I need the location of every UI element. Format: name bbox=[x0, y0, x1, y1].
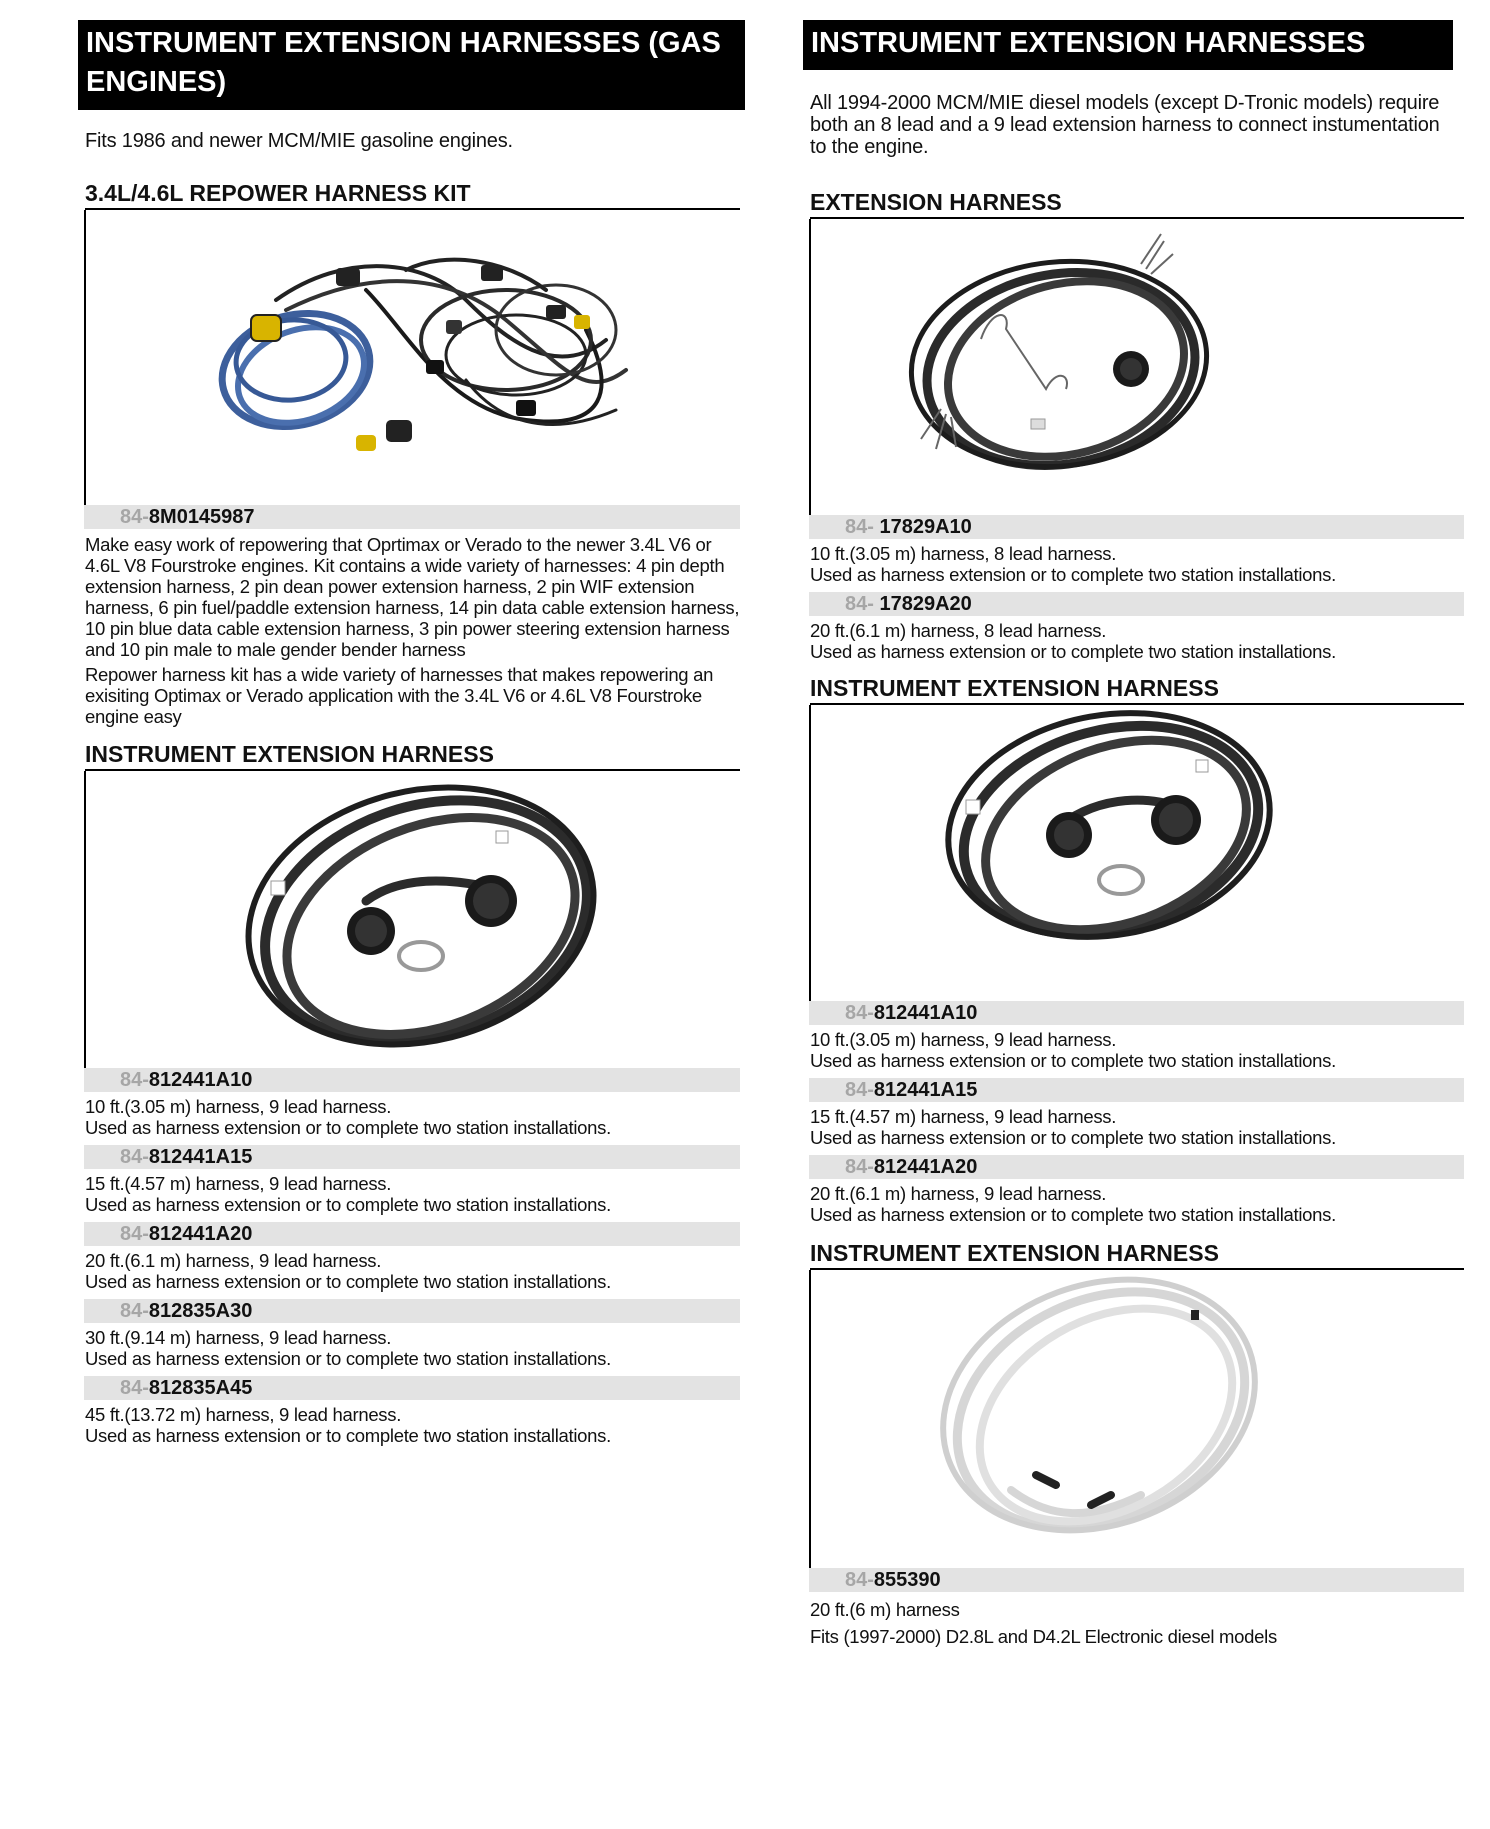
desc-line: Used as harness extension or to complete two station installations. bbox=[810, 1127, 1336, 1148]
right-instrument-heading-1: INSTRUMENT EXTENSION HARNESS bbox=[810, 675, 1464, 705]
part-description bbox=[85, 1173, 611, 1215]
desc-line: Fits (1997-2000) D2.8L and D4.2L Electronic diesel models bbox=[810, 1626, 1277, 1647]
part-description bbox=[810, 1183, 1336, 1225]
right-instrument-harness-image-2 bbox=[809, 1270, 1464, 1568]
desc-line: 20 ft.(6.1 m) harness, 9 lead harness. bbox=[85, 1250, 382, 1271]
part-row-17829A20 bbox=[809, 592, 1464, 616]
part-row-812835A45 bbox=[84, 1376, 740, 1400]
part-row-812835A30 bbox=[84, 1299, 740, 1323]
part-number: 17829A10 bbox=[879, 516, 972, 538]
part-prefix: 84- bbox=[845, 1079, 874, 1101]
desc-line: 15 ft.(4.57 m) harness, 9 lead harness. bbox=[810, 1106, 1117, 1127]
left-instrument-harness-image bbox=[84, 771, 740, 1068]
part-row-812441A15 bbox=[809, 1078, 1464, 1102]
desc-line: Used as harness extension or to complete two station installations. bbox=[810, 641, 1336, 662]
part-number: 812441A15 bbox=[873, 1079, 978, 1101]
desc-line: Used as harness extension or to complete two station installations. bbox=[810, 1050, 1336, 1071]
part-description bbox=[810, 1029, 1336, 1071]
part-number: 17829A20 bbox=[879, 593, 972, 615]
part-prefix: 84- bbox=[845, 516, 880, 538]
part-prefix: 84- bbox=[120, 506, 149, 528]
part-prefix: 84- bbox=[120, 1146, 149, 1168]
part-row-8M0145987 bbox=[84, 505, 740, 529]
desc-line: 30 ft.(9.14 m) harness, 9 lead harness. bbox=[85, 1327, 392, 1348]
part-description bbox=[85, 1250, 611, 1292]
part-number: 812441A20 bbox=[873, 1156, 978, 1178]
part-description bbox=[85, 1327, 611, 1369]
desc-line: 20 ft.(6 m) harness bbox=[810, 1599, 960, 1620]
desc-line: Used as harness extension or to complete two station installations. bbox=[85, 1117, 611, 1138]
part-description bbox=[85, 1404, 611, 1446]
part-description bbox=[810, 620, 1336, 662]
desc-line: 15 ft.(4.57 m) harness, 9 lead harness. bbox=[85, 1173, 392, 1194]
part-number: 812835A30 bbox=[148, 1300, 253, 1322]
part-row-855390 bbox=[809, 1568, 1464, 1592]
part-row-812441A20 bbox=[809, 1155, 1464, 1179]
desc-line: Used as harness extension or to complete two station installations. bbox=[810, 564, 1336, 585]
desc-line: 20 ft.(6.1 m) harness, 9 lead harness. bbox=[810, 1183, 1107, 1204]
left-banner bbox=[78, 20, 745, 110]
repower-desc-1: Make easy work of repowering that Oprtimax or Verado to the newer 3.4L V6 or 4.6L V8 Fourstroke engines. Kit contains a wide variety of harnesses: 4 pin depth extension harness, 2 pin dean power extension harness, 2 pin WIF extension harness, 6 pin fuel/paddle extension harness, 14 pin data cable extension harness, 10 pin blue data cable extension harness, 3 pin power steering extension harness and 10 pin male to male gender bender harness bbox=[85, 534, 740, 660]
part-prefix: 84- bbox=[845, 1569, 874, 1591]
desc-line: Used as harness extension or to complete two station installations. bbox=[85, 1271, 611, 1292]
part-description bbox=[810, 543, 1336, 585]
part-row-17829A10 bbox=[809, 515, 1464, 539]
part-prefix: 84- bbox=[845, 1156, 874, 1178]
left-intro: Fits 1986 and newer MCM/MIE gasoline engines. bbox=[85, 130, 513, 152]
part-number: 812441A10 bbox=[148, 1069, 253, 1091]
desc-line: Used as harness extension or to complete two station installations. bbox=[85, 1425, 611, 1446]
right-instrument-harness-image-1 bbox=[809, 705, 1464, 1001]
part-row-812441A20 bbox=[84, 1222, 740, 1246]
part-number: 812835A45 bbox=[148, 1377, 253, 1399]
part-row-812441A15 bbox=[84, 1145, 740, 1169]
desc-line: Used as harness extension or to complete two station installations. bbox=[85, 1194, 611, 1215]
repower-kit-image bbox=[84, 210, 740, 505]
part-description bbox=[810, 1596, 1277, 1650]
repower-description bbox=[85, 534, 745, 727]
part-number: 855390 bbox=[873, 1569, 941, 1591]
right-banner-title: INSTRUMENT EXTENSION HARNESSES (DIESEL) bbox=[811, 27, 1366, 98]
part-prefix: 84- bbox=[845, 593, 880, 615]
desc-line: Used as harness extension or to complete two station installations. bbox=[85, 1348, 611, 1369]
left-banner-title: INSTRUMENT EXTENSION HARNESSES (GAS ENGINES) bbox=[86, 27, 721, 98]
repower-desc-2: Repower harness kit has a wide variety of harnesses that makes repowering an exisiting Optimax or Verado application with the 3.4L V6 or 4.6L V8 Fourstroke engine easy bbox=[85, 664, 714, 727]
part-row-812441A10 bbox=[809, 1001, 1464, 1025]
right-instrument-heading-2: INSTRUMENT EXTENSION HARNESS bbox=[810, 1240, 1464, 1270]
part-number: 812441A10 bbox=[873, 1002, 978, 1024]
right-intro: All 1994-2000 MCM/MIE diesel models (except D-Tronic models) require both an 8 lead and a 9 lead extension harness to connect instumentation to the engine. bbox=[810, 92, 1440, 158]
part-prefix: 84- bbox=[120, 1377, 149, 1399]
part-number: 8M0145987 bbox=[148, 506, 255, 528]
part-number: 812441A20 bbox=[148, 1223, 253, 1245]
desc-line: Used as harness extension or to complete two station installations. bbox=[810, 1204, 1336, 1225]
part-number: 812441A15 bbox=[148, 1146, 253, 1168]
extension-heading: EXTENSION HARNESS bbox=[810, 189, 1464, 219]
part-prefix: 84- bbox=[845, 1002, 874, 1024]
left-instrument-heading: INSTRUMENT EXTENSION HARNESS bbox=[85, 741, 740, 771]
desc-line: 10 ft.(3.05 m) harness, 9 lead harness. bbox=[85, 1096, 392, 1117]
part-prefix: 84- bbox=[120, 1300, 149, 1322]
part-description bbox=[85, 1096, 611, 1138]
desc-line: 10 ft.(3.05 m) harness, 9 lead harness. bbox=[810, 1029, 1117, 1050]
desc-line: 20 ft.(6.1 m) harness, 8 lead harness. bbox=[810, 620, 1107, 641]
right-banner bbox=[803, 20, 1453, 98]
desc-line: 45 ft.(13.72 m) harness, 9 lead harness. bbox=[85, 1404, 402, 1425]
part-description bbox=[810, 1106, 1336, 1148]
part-prefix: 84- bbox=[120, 1223, 149, 1245]
desc-line: 10 ft.(3.05 m) harness, 8 lead harness. bbox=[810, 543, 1117, 564]
repower-heading: 3.4L/4.6L REPOWER HARNESS KIT bbox=[85, 180, 740, 210]
part-row-812441A10 bbox=[84, 1068, 740, 1092]
extension-harness-image bbox=[809, 219, 1464, 515]
part-prefix: 84- bbox=[120, 1069, 149, 1091]
